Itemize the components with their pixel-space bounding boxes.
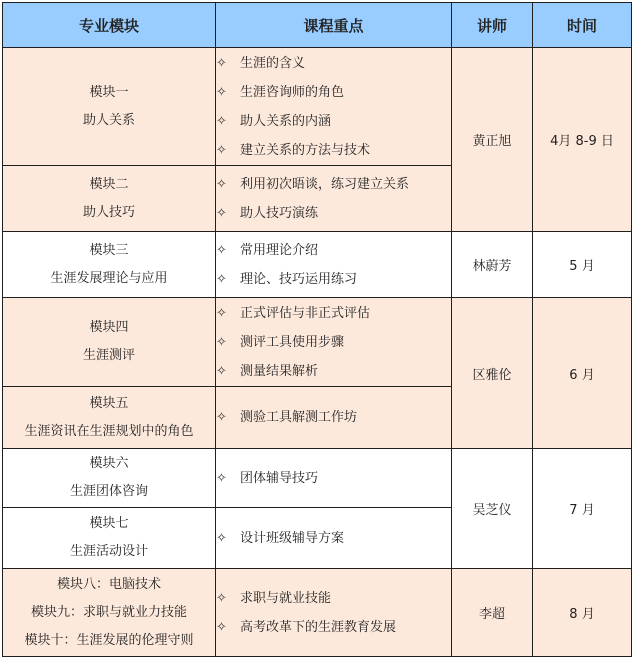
table-row	[3, 298, 632, 387]
topic-item: ✧ 常用理论介绍	[216, 236, 451, 265]
module-cell	[3, 569, 216, 657]
module-subtitle: 生涯测评	[82, 348, 135, 363]
time-cell: 6 月	[533, 298, 632, 449]
time-cell: 4月 8-9 日	[533, 48, 632, 232]
topics-cell	[216, 298, 452, 387]
teacher-cell: 区雅伦	[452, 298, 533, 449]
topic-item: ✧ 助人技巧演练	[216, 199, 451, 228]
module-title: 模块三	[89, 242, 129, 258]
sparkle-bullet-icon: ✧	[216, 55, 227, 71]
topic-item: ✧ 求职与就业技能	[216, 584, 451, 613]
sparkle-bullet-icon: ✧	[216, 242, 227, 258]
sparkle-bullet-icon: ✧	[216, 363, 227, 379]
sparkle-bullet-icon: ✧	[216, 334, 227, 350]
topic-item: ✧ 生涯的含义	[216, 49, 451, 78]
table-row	[3, 232, 632, 298]
module-title: 模块七	[89, 516, 129, 531]
topic-item: ✧ 建立关系的方法与技术	[216, 136, 451, 165]
topic-item: ✧ 助人关系的内涵	[216, 107, 451, 136]
topics-cell	[216, 508, 452, 569]
table-row	[3, 48, 632, 166]
teacher-cell: 李超	[452, 569, 533, 657]
module-cell	[3, 508, 216, 569]
sparkle-bullet-icon: ✧	[216, 410, 227, 425]
module-cell	[3, 166, 216, 232]
topic-item: ✧ 理论、技巧运用练习	[216, 265, 451, 294]
topic-item: ✧ 测验工具解测工作坊	[216, 403, 451, 432]
module-subtitle: 助人技巧	[82, 204, 135, 220]
sparkle-bullet-icon: ✧	[216, 176, 227, 192]
module-cell	[3, 449, 216, 508]
module-subtitle: 助人关系	[82, 112, 135, 128]
header-topics: 课程重点	[216, 3, 452, 48]
topics-cell	[216, 166, 452, 232]
time-cell: 5 月	[533, 232, 632, 298]
sparkle-bullet-icon: ✧	[216, 470, 227, 486]
teacher-cell: 黄正旭	[452, 48, 533, 232]
topic-item: ✧ 生涯咨询师的角色	[216, 78, 451, 107]
teacher-cell: 吴芝仪	[452, 449, 533, 569]
topic-item: ✧ 设计班级辅导方案	[216, 524, 451, 553]
header-time: 时间	[533, 3, 632, 48]
header-teacher: 讲师	[452, 3, 533, 48]
module-title: 模块四	[89, 320, 129, 335]
time-cell: 7 月	[533, 449, 632, 569]
sparkle-bullet-icon: ✧	[216, 619, 227, 635]
topic-item: ✧ 高考改革下的生涯教育发展	[216, 613, 451, 642]
module-cell	[3, 232, 216, 298]
module-title: 模块九：求职与就业力技能	[30, 604, 187, 620]
sparkle-bullet-icon: ✧	[216, 84, 227, 100]
sparkle-bullet-icon: ✧	[216, 142, 227, 158]
topic-item: ✧ 测量结果解析	[216, 357, 451, 386]
time-cell: 8 月	[533, 569, 632, 657]
module-title: 模块八：电脑技术	[56, 576, 161, 592]
module-cell	[3, 48, 216, 166]
table-row	[3, 569, 632, 657]
module-title: 模块六	[89, 456, 129, 471]
module-title: 模块十：生涯发展的伦理守则	[24, 632, 194, 648]
header-row	[3, 3, 632, 48]
table-row	[3, 449, 632, 508]
topics-cell	[216, 449, 452, 508]
module-title: 模块五	[89, 395, 129, 411]
module-subtitle: 生涯活动设计	[69, 544, 148, 559]
module-subtitle: 生涯资讯在生涯规划中的角色	[24, 423, 194, 439]
sparkle-bullet-icon: ✧	[216, 305, 227, 321]
sparkle-bullet-icon: ✧	[216, 113, 227, 129]
topic-item: ✧ 利用初次晤谈，练习建立关系	[216, 170, 451, 199]
sparkle-bullet-icon: ✧	[216, 530, 227, 546]
topics-cell	[216, 232, 452, 298]
module-subtitle: 生涯团体咨询	[69, 484, 148, 499]
topics-cell	[216, 569, 452, 657]
module-subtitle: 生涯发展理论与应用	[50, 270, 168, 286]
header-module: 专业模块	[3, 3, 216, 48]
topic-item: ✧ 正式评估与非正式评估	[216, 299, 451, 328]
topic-item: ✧ 测评工具使用步骤	[216, 328, 451, 357]
module-cell	[3, 387, 216, 449]
teacher-cell: 林蔚芳	[452, 232, 533, 298]
module-title: 模块一	[89, 84, 129, 100]
sparkle-bullet-icon: ✧	[216, 590, 227, 606]
topic-item: ✧ 团体辅导技巧	[216, 464, 451, 493]
module-title: 模块二	[89, 176, 129, 192]
sparkle-bullet-icon: ✧	[216, 271, 227, 287]
topics-cell	[216, 387, 452, 449]
sparkle-bullet-icon: ✧	[216, 205, 227, 221]
module-cell	[3, 298, 216, 387]
topics-cell	[216, 48, 452, 166]
course-schedule-table	[2, 2, 632, 657]
